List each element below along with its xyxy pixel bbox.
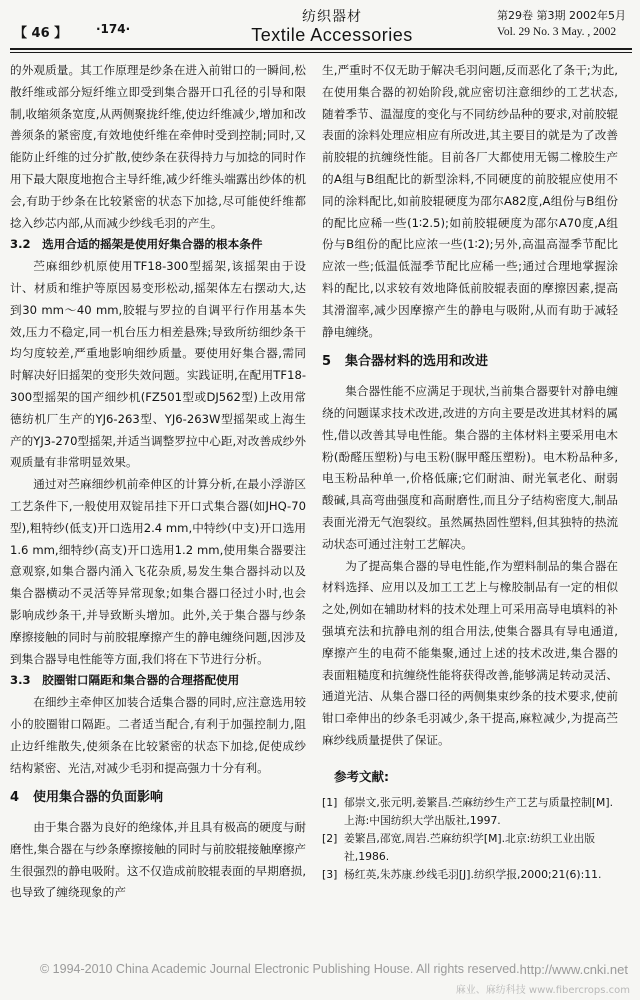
subsection-heading-3-3: 3.3 胶圈钳口隔距和集合器的合理搭配使用 — [10, 673, 240, 688]
section-title: 集合器材料的选用和改进 — [345, 354, 489, 370]
watermark: 麻业、麻纺科技 www.fibercrops.com — [455, 985, 630, 996]
paragraph: 为了提高集合器的导电性能,作为塑料制品的集合器在材料选择、应用以及加工工艺上与橡胶制品有一定的相似之处,例如在辅助材料的技术处理上可采用高导电填料的补强填充法和抗静电剂的组合用法,使集合器具有导电通道,摩擦产生的电荷不能集聚,通过上述的技术改进,集合器的表面粗糙度和抗缠绕性能将获得改善,能够满足转动灵活、通道光洁、从集合器口径的两侧集束纱条的技术要求,使前钳口牵伸出的纱条毛羽减少,条干提高,麻粒减少,为提高苎麻纱线质量提供了保证。 — [322, 558, 618, 747]
paragraph: 由于集合器为良好的绝缘体,并且具有极高的硬度与耐磨性,集合器在与纱条摩擦接触的同时与前胶辊接触摩擦产生很强烈的静电吸附。这不仅造成前胶辊表面的早期磨损,也导致了缠绕现象的产 — [10, 820, 306, 900]
reference-number: [1] — [322, 795, 338, 809]
paragraph: 苎麻细纱机原使用TF18-300型摇架,该摇架由于设计、材质和维护等原因易变形松动,摇架体左右摆动大,达到30 mm～40 mm,胶辊与罗拉的自调平行作用基本失效,压力不稳定,同一机台压力相差悬殊;导致所纺细纱条干均匀度较差,严重地影响细纱质量。要使用好集合器,需同时解决好旧摇架的变形失效问题。实践证明,在配用TF18-300型摇架的国产细纱机(FZ501型或DJ562型)上改用常德纺机厂生产的YJ6-263型、YJ6-263W型摇架或上海生产的YJ3-270型摇架,并适当调整罗拉中心距,对改善成纱外观质量有非常明显效果。 — [10, 259, 306, 470]
reference-text: 杨红英,朱苏康.纱线毛羽[J].纺织学报,2000;21(6):11. — [344, 867, 602, 881]
issue-en: Vol. 29 No. 3 May. , 2002 — [497, 26, 617, 38]
right-column — [322, 60, 618, 884]
paragraph: 在细纱主牵伸区加装合适集合器的同时,应注意选用较小的胶圈钳口隔距。二者适当配合,有利于加强控制力,阻止边纤维散失,使须条在比较紧密的状态下加捻,促使成纱结构紧密、光洁,对减少毛羽和提高强力十分有利。 — [10, 695, 306, 775]
reference-number: [2] — [322, 831, 338, 845]
subsection-heading-3-2: 3.2 选用合适的摇架是使用好集合器的根本条件 — [10, 237, 263, 252]
section-title: 使用集合器的负面影响 — [33, 790, 164, 806]
page-footer — [10, 960, 632, 982]
reference-list — [322, 794, 618, 884]
journal-title-en: Textile Accessories — [251, 25, 413, 45]
left-column — [10, 60, 306, 904]
paragraph: 生,严重时不仅无助于解决毛羽问题,反而恶化了条干;为此,在使用集合器的初始阶段,就应密切注意细纱的工艺状态,随着季节、温湿度的变化与不同纺纱品种的要求,对前胶辊表面的涂料处理应相应有所改进,其主要目的就是为了改善前胶辊的抗缠绕性能。目前各厂大都使用无锡二橡胶生产的A组与B组配比的新型涂料,不同硬度的前胶辊应使用不同的涂料配比,如前胶辊硬度为邵尔A82度,A组份与B组份的配比应稀一些(1∶2.5);如前胶辊硬度为邵尔A70度,A组份与B组份的配比应浓一些(1∶2);另外,高温高湿季节配比应浓一些;低温低湿季节配比应稀一些;通过合理地掌握涂料的配比,以求较有效地降低前胶辊表面的摩擦因素,提高其滑溜率,减少因摩擦产生的静电与吸附,从而有助于减轻静电缠绕。 — [322, 63, 618, 339]
copyright-notice: © 1994-2010 China Academic Journal Electronic Publishing House. All rights reserved. — [40, 962, 520, 976]
journal-title-zh: 纺织器材 — [302, 9, 362, 25]
paragraph: 的外观质量。其工作原理是纱条在进入前钳口的一瞬间,松散纤维或部分短纤维立即受到集合器开口孔径的引导和限制,收缩须条宽度,从两侧聚拢纤维,使边纤维减少,增加和改善须条的紧密度,有效地使纤维在牵伸时受到控制;同时,又能防止纤维的过分扩散,使纱条在获得持力与加捻的同时作用下最大限度地抱合主导纤维,减少纤维头端露出纱体的机会,有助于纱条在比较紧密的状态下加捻,尽可能使纤维都捻入纱芯内部,从而减少纱线毛羽的产生。 — [10, 63, 306, 230]
header-rule-thick — [10, 48, 632, 50]
reference-text: 姜繁昌,邵宽,周岩.苎麻纺织学[M].北京:纺织工业出版社,1986. — [344, 831, 596, 863]
section-heading-5 — [322, 351, 618, 373]
paragraph: 通过对苎麻细纱机前牵伸区的计算分析,在最小浮游区工艺条件下,一般使用双锭吊挂下开口式集合器(如JHQ-70型),粗特纱(低支)开口选用2.4 mm,中特纱(中支)开口选用1.6 mm,细特纱(高支)开口选用1.2 mm,使用集合器要注意观察,如集合器内涌入飞花杂质,易发生集合器抖动以及集合器横动不灵活等异常现象;如集合器口径过小时,也会影响成纱条干,并导致断头增加。此外,关于集合器与纱条摩擦接触的同时与前胶辊摩擦产生的静电缠绕问题,因涉及到集合器导电性能等方面,我们将在下节进行分析。 — [10, 477, 306, 666]
section-number: 5 — [322, 354, 332, 370]
reference-item — [322, 830, 618, 866]
paragraph: 集合器性能不应满足于现状,当前集合器要针对静电缠绕的问题谋求技术改进,改进的方向主要是改进其材料的属性,借以改善其导电性能。集合器的主体材料主要采用电木粉(酚醛压塑粉)与电玉粉(脲甲醛压塑粉)。电木粉品种多,电玉粉品种单一,价格低廉;它们耐油、耐光氧老化、耐弱酸碱,具高弯曲强度和高耐磨性,而且分子结构密度大,制品表面光滑无气泡裂纹。虽然属热固性塑料,但其独特的热流动状态可通过注射工艺解决。 — [322, 384, 618, 551]
journal-title — [242, 6, 422, 44]
reference-item — [322, 866, 618, 884]
section-number: 4 — [10, 790, 20, 806]
reference-number: [3] — [322, 867, 338, 881]
header-rule-thin — [10, 52, 632, 53]
references-heading: 参考文献: — [334, 768, 389, 784]
page-number: 【 46 】 — [14, 26, 68, 41]
issue-info — [497, 8, 626, 40]
section-heading-4 — [10, 787, 306, 809]
page-header — [10, 4, 632, 52]
alt-page-number: ·174· — [96, 22, 131, 36]
reference-text: 郁崇文,张元明,姜繁昌.苎麻纺纱生产工艺与质量控制[M].上海:中国纺织大学出版社,1997. — [344, 795, 613, 827]
reference-item — [322, 794, 618, 830]
issue-zh: 第29卷 第3期 2002年5月 — [497, 9, 626, 22]
site-url: http://www.cnki.net — [519, 962, 628, 977]
